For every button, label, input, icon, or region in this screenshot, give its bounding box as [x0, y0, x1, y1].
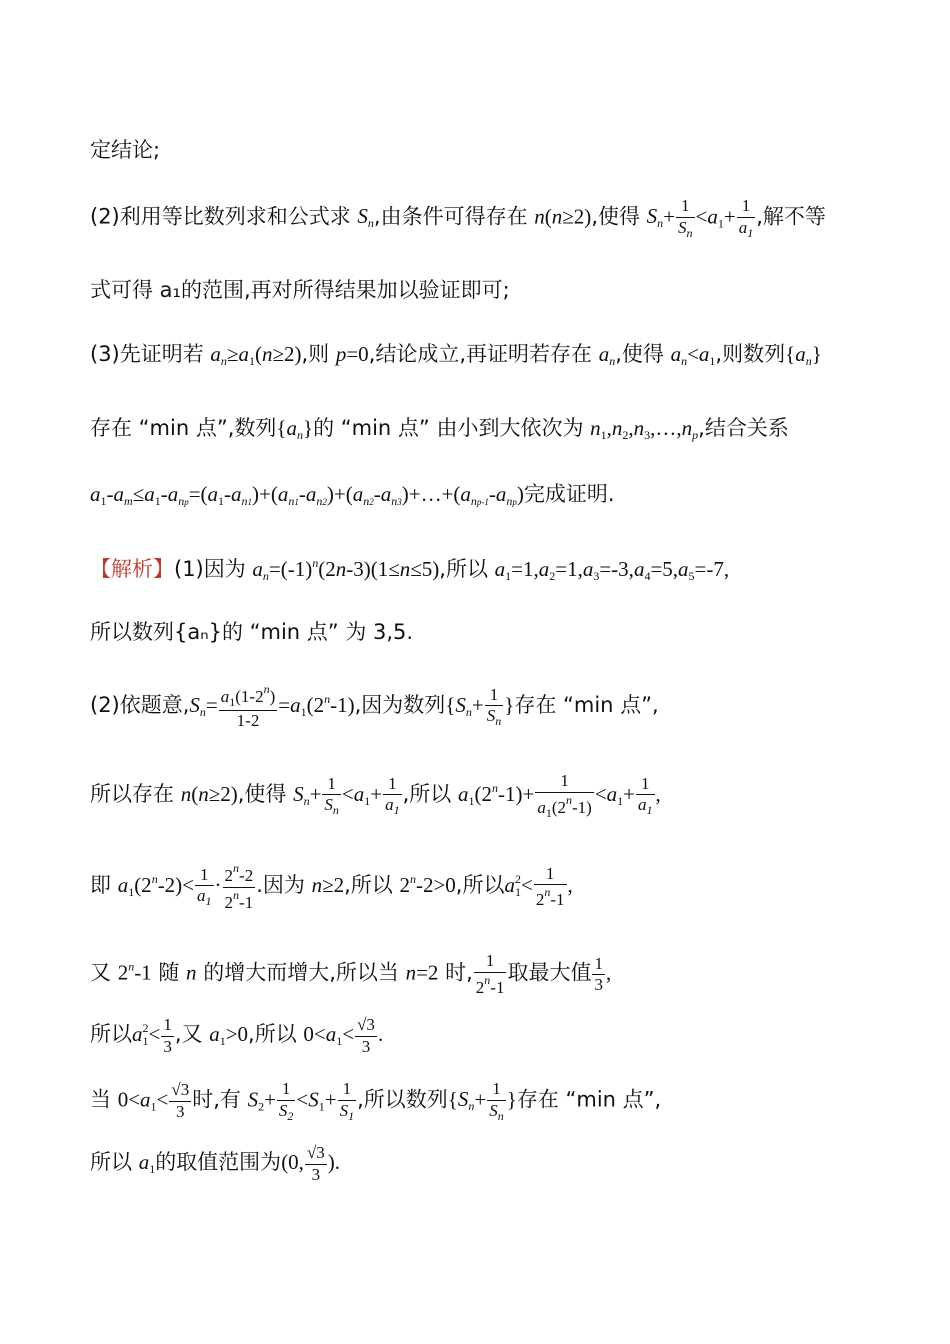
fraction: $\frac{1}{S_2}$ [278, 1079, 294, 1123]
fraction: $\frac{2^n-2}{2^n-1}$ [224, 861, 254, 912]
fraction: $\frac{1}{a_1(2^n-1)}$ [537, 771, 592, 820]
fraction: $\frac{1}{S_n}$ [678, 196, 693, 240]
fraction: $\frac{1}{a_1}$ [197, 864, 212, 909]
text: ,则 [301, 342, 336, 366]
text: ,所以数列 [357, 1087, 448, 1112]
text: ,所以 [402, 781, 458, 806]
text: ,又 [174, 1022, 210, 1046]
text: (2)利用等比数列求和公式求 [90, 204, 358, 229]
fraction: $\frac{1}{a_1}$ [738, 196, 754, 240]
text-line-7: 【解析】(1)因为 $a_n=(-1)^n(2n-3)(1\le n\le 5)$,所以 $a_1=1,a_2=1,a_3=-3,a_4=5,a_5=-7$, [90, 556, 730, 583]
text-line-15: 所以 $a_1$的取值范围为(0, $\frac{√3}{3}$ ). [90, 1143, 341, 1184]
text: 式可得 a₁的范围,再对所得结果加以验证即可; [90, 278, 510, 302]
fraction: $\frac{1}{a_1}$ [638, 773, 653, 818]
text-line-13: 所以$a_1^2<$ $\frac{1}{3}$ ,又 $a_1>0$,所以 $0<a_1<$ $\frac{√3}{3}$ . [90, 1015, 384, 1056]
text-line-3 [90, 280, 510, 301]
text: 存在 “min 点”, [516, 1087, 662, 1112]
text-line-10: 所以存在 n(n≥2),使得 $S_n+$ $\frac{1}{S_n}$ $<a_1+$ $\frac{1}{a_1}$ ,所以 $a_1(2^n-1)+$ $\frac{1}{a_1(2^n-1)}$ $<a_1+$ $\frac{1}{a_1}$ , [90, 771, 661, 820]
text: ,使得 [237, 781, 294, 806]
text: 的取值范围为 [155, 1150, 282, 1174]
text-line-6: $a_1-a_m\le a_1-a_{np}=(a_1-a_{n1})+(a_{n1}-a_{n2})+(a_{n2}-a_{n3})+\dots+(a_{np-1}-a_{np})$完成证明. [90, 482, 615, 508]
fraction: $\frac{1}{2^n-1}$ [535, 863, 565, 910]
text-line-9: (2)依题意$,S_n=$ $\frac{a_1(1-2^n)}{1-2}$ $=a_1(2^n-1)$,因为数列{$S_n+$ $\frac{1}{S_n}$ }存在 “min 点”, [90, 682, 659, 731]
text: ,使得 [615, 342, 671, 366]
text: 所以存在 [90, 781, 181, 806]
text: 定结论; [90, 138, 161, 162]
text: (2)依题意, [90, 692, 190, 717]
text: 存在 “min 点”, [514, 692, 659, 717]
fraction: $\frac{1}{2^n-1}$ [475, 951, 505, 997]
text-line-11: 即 $a_1(2^n-2)<$ $\frac{1}{a_1}$ · $\frac{2^n-2}{2^n-1}$ .因为 n≥2,所以 $2^n-2>0$,所以$a_1^2<$ $\frac{1}{2^n-1}$ , [90, 861, 573, 912]
fraction: $\frac{1}{S_n}$ [489, 1079, 504, 1123]
text: 随 [151, 960, 187, 985]
fraction: $\frac{1}{a_1}$ [385, 773, 400, 818]
text: ,所以 [344, 873, 400, 897]
text-line-14: 当 $0<a_1<$ $\frac{√3}{3}$ 时,有 $S_2+$ $\frac{1}{S_2}$ $<S_1+$ $\frac{1}{S_1}$ ,所以数列{$S_n+$ $\frac{1}{S_n}$ }存在 “min 点”, [90, 1079, 662, 1123]
text: .因为 [256, 873, 312, 897]
text: 所以数列{aₙ}的 “min 点” 为 3,5. [90, 620, 414, 644]
fraction: $\frac{1}{3}$ [163, 1015, 172, 1056]
text: ,结合关系 [698, 416, 789, 440]
text: 即 [90, 873, 118, 897]
text: ,所以 [455, 873, 505, 897]
text: 的增大而增大,所以当 [196, 960, 406, 985]
text: 所以 [90, 1022, 132, 1046]
text: 完成证明. [523, 482, 615, 506]
text: ,使得 [591, 204, 647, 229]
text: 时,有 [192, 1087, 248, 1112]
fraction: $\frac{√3}{3}$ [171, 1080, 190, 1121]
text: 取最大值 [507, 960, 592, 985]
text: 时, [438, 960, 473, 985]
fraction: $\frac{√3}{3}$ [306, 1143, 325, 1184]
text: ,结论成立,再证明若存在 [368, 342, 599, 366]
text-line-12: 又 2$^n$-1 随 n 的增大而增大,所以当 n=2 时, $\frac{1}{2^n-1}$ 取最大值 $\frac{1}{3}$ , [90, 951, 612, 997]
text-line-2: (2)利用等比数列求和公式求 $S_n$,由条件可得存在 n(n≥2),使得 $S_n+$ $\frac{1}{S_n}$ $<a_1+$ $\frac{1}{a_1}$ ,解不等 [90, 196, 826, 240]
text: ,解不等 [756, 204, 826, 229]
text: 当 [90, 1087, 118, 1112]
text: ,所以 [248, 1022, 304, 1046]
text-line-5: 存在 “min 点”,数列$\{a_n\}$的 “min 点” 由小到大依次为 $n_1,n_2,n_3,\dots,n_p$,结合关系 [90, 416, 789, 442]
text: 存在 “min 点”,数列 [90, 416, 277, 440]
text-line-8 [90, 622, 413, 643]
fraction: $\frac{1}{3}$ [594, 953, 603, 995]
text: ,所以 [439, 557, 495, 581]
analysis-tag: 【解析】 [90, 557, 174, 581]
fraction: $\frac{1}{S_n}$ [486, 684, 502, 729]
fraction: $\frac{1}{S_1}$ [339, 1079, 355, 1123]
text-line-1 [90, 140, 160, 161]
text: 又 [90, 960, 118, 985]
fraction: $\frac{√3}{3}$ [357, 1015, 375, 1056]
text: ,则数列 [715, 342, 786, 366]
fraction: $\frac{1}{S_n}$ [324, 773, 339, 818]
text: 所以 [90, 1150, 139, 1174]
text: (1)因为 [174, 557, 253, 581]
text: (3)先证明若 [90, 342, 211, 366]
text-line-4: (3)先证明若 $a_n\ge a_1(n\ge 2)$,则 p=0,结论成立,再证明若存在 $a_n$,使得 $a_n<a_1$,则数列$\{a_n\}$ [90, 342, 822, 368]
fraction: $\frac{a_1(1-2^n)}{1-2}$ [220, 682, 276, 731]
text: 的 “min 点” 由小到大依次为 [313, 416, 591, 440]
text: ,因为数列 [354, 692, 446, 717]
text: ,由条件可得存在 [373, 204, 535, 229]
